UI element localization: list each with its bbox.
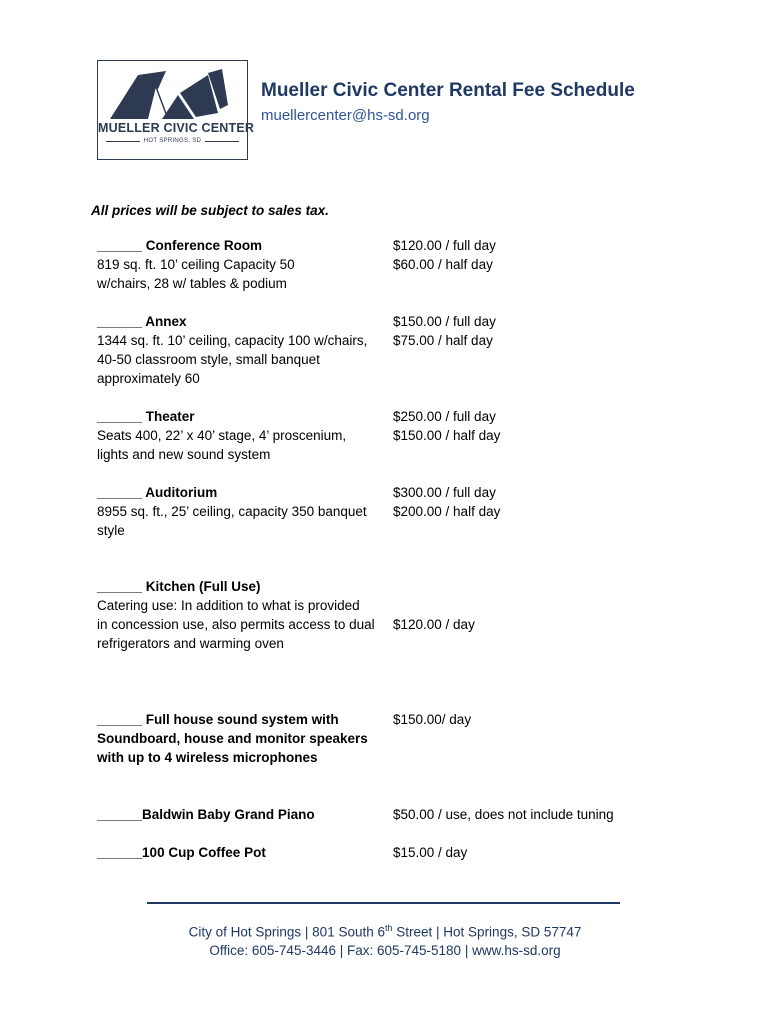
item-description: 8955 sq. ft., 25’ ceiling, capacity 350 banquet style (97, 504, 367, 538)
item-name: ______ Conference Room (97, 238, 263, 253)
logo-subtitle-row (106, 138, 239, 144)
price-per-day: $15.00 / day (393, 845, 468, 860)
footer-divider (147, 902, 620, 904)
logo-wordmark: MUELLER CIVIC CENTER (98, 121, 255, 135)
price-half-day: $200.00 / half day (393, 504, 501, 519)
page-title: Mueller Civic Center Rental Fee Schedule (261, 80, 635, 101)
item-name: ______ Auditorium (97, 485, 218, 500)
price-full-day: $150.00 / full day (393, 314, 496, 329)
price-half-day: $60.00 / half day (393, 257, 493, 272)
contact-email: muellercenter@hs-sd.org (261, 107, 430, 124)
price-per-day: $150.00/ day (393, 712, 472, 727)
price-full-day: $120.00 / full day (393, 238, 496, 253)
item-description: Seats 400, 22’ x 40’ stage, 4’ proscenium, lights and new sound system (97, 428, 347, 462)
price-half-day: $150.00 / half day (393, 428, 501, 443)
footer-address-superscript: th (385, 923, 393, 933)
item-name: ______ Kitchen (Full Use) (97, 579, 261, 594)
item-name: ______ Annex (97, 314, 187, 329)
item-name: ______ Full house sound system with Soundboard, house and monitor speakers with up to 4 wireless microphones (97, 712, 368, 765)
mueller-civic-center-logo (97, 60, 255, 160)
footer-address-end: Street | Hot Springs, SD 57747 (392, 924, 582, 940)
item-name: ______100 Cup Coffee Pot (97, 845, 266, 860)
item-name: ______Baldwin Baby Grand Piano (97, 807, 315, 822)
price-per-use: $50.00 / use, does not include tuning (393, 807, 614, 822)
item-description: 819 sq. ft. 10’ ceiling Capacity 50 w/chairs, 28 w/ tables & podium (97, 257, 295, 291)
footer-address-start: City of Hot Springs | 801 South 6 (188, 924, 385, 940)
sales-tax-note: All prices will be subject to sales tax. (91, 203, 329, 218)
price-full-day: $300.00 / full day (393, 485, 496, 500)
logo-location: HOT SPRINGS, SD (143, 138, 202, 144)
item-description: 1344 sq. ft. 10’ ceiling, capacity 100 w/chairs, 40-50 classroom style, small banquet approximately 60 (97, 333, 368, 386)
roofline-mountains-icon (108, 65, 238, 123)
footer-contact: Office: 605-745-3446 | Fax: 605-745-5180 | www.hs-sd.org (209, 943, 561, 958)
logo-rule-right (205, 141, 239, 142)
price-per-day: $120.00 / day (393, 617, 475, 632)
item-description: Catering use: In addition to what is provided in concession use, also permits access to dual refrigerators and warming oven (97, 598, 375, 651)
footer-address (0, 923, 770, 940)
price-full-day: $250.00 / full day (393, 409, 496, 424)
item-name: ______ Theater (97, 409, 195, 424)
price-half-day: $75.00 / half day (393, 333, 493, 348)
logo-rule-left (106, 141, 140, 142)
